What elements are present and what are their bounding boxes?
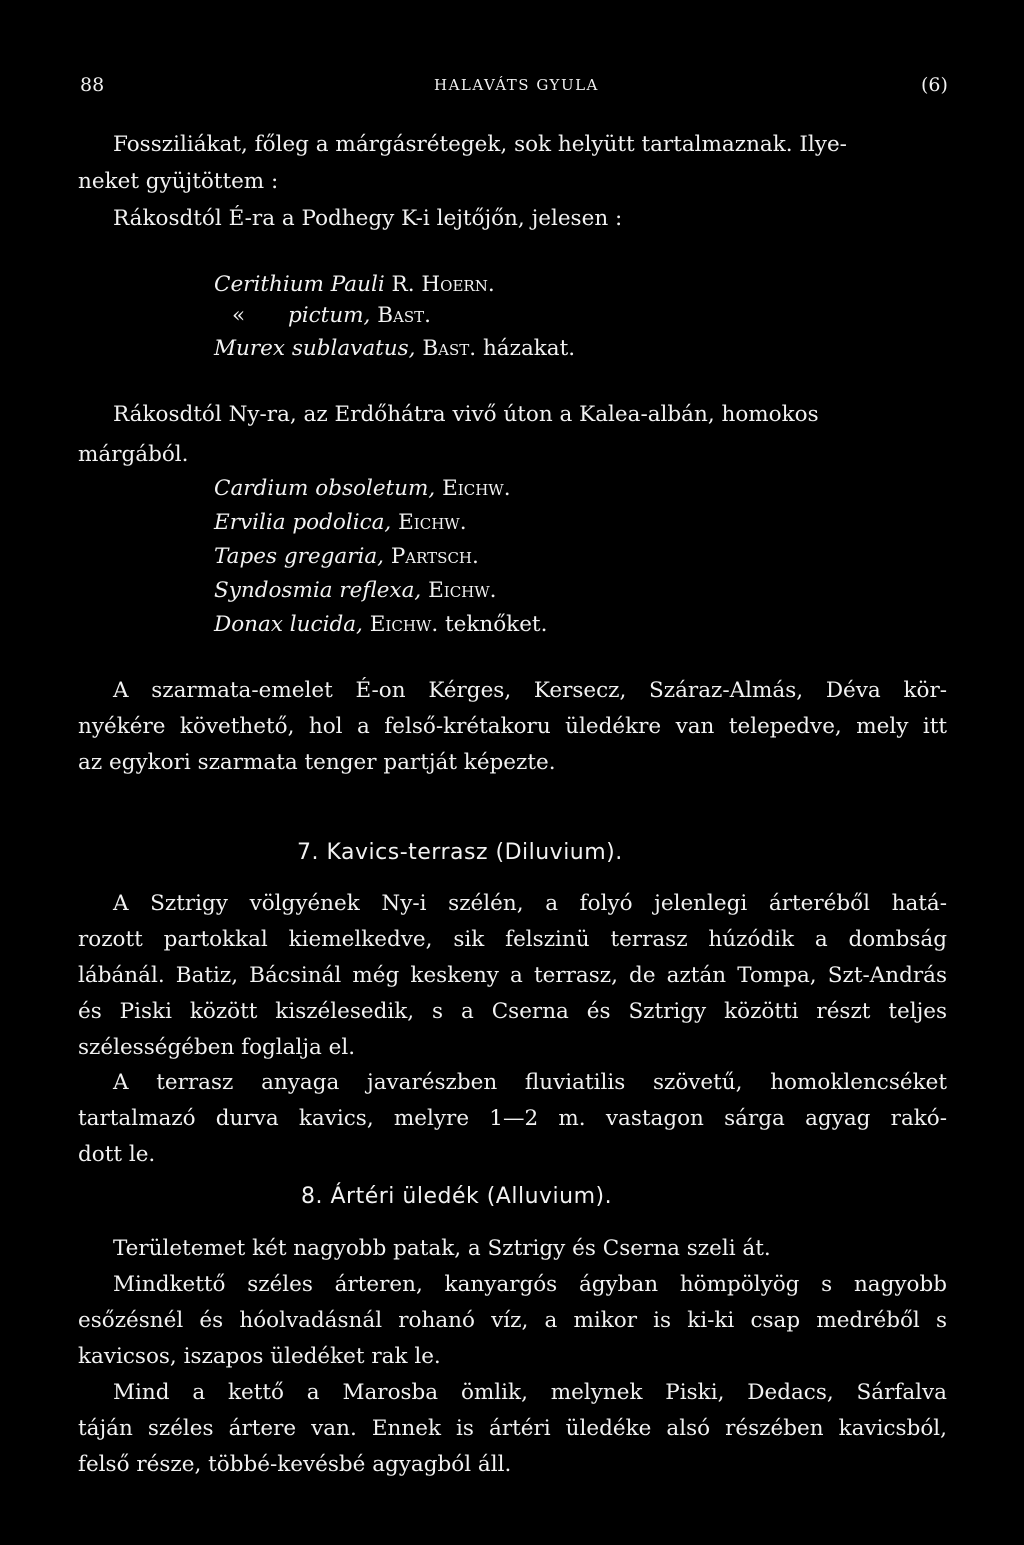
species: pictum, [288,303,371,328]
section-7-heading: 7. Kavics-terrasz (Diluvium). [297,840,623,865]
taxon: Ervilia podolica, [214,510,392,535]
section-8-line: esőzésnél és hóolvadásnál rohanó víz, a mikor is ki-ki csap medréből s [78,1308,947,1333]
running-head-part: (6) [921,74,948,96]
running-head-author: HALAVÁTS GYULA [434,76,599,94]
section-8-line: kavicsos, iszapos üledéket rak le. [78,1344,441,1369]
author: Bast. [422,336,477,361]
author: Eichw. [428,578,497,603]
species-entry [214,542,479,572]
genus: Murex [214,336,285,361]
author: Partsch. [390,544,479,569]
section-7-line: dott le. [78,1142,156,1167]
para2-line2: márgából. [78,442,189,467]
para3-line2: nyékére követhető, hol a felső-krétakoru üledékre van telepedve, mely itt [78,714,947,739]
section-7-line: és Piski között kiszélesedik, s a Cserna és Sztrigy közötti részt teljes [78,999,947,1024]
author: Eichw. [442,476,511,501]
species: sublavatus, [291,336,416,361]
genus: Cerithium [214,272,324,297]
section-8-line: felső része, többé-kevésbé agyagból áll. [78,1452,512,1477]
section-8-heading: 8. Ártéri üledék (Alluvium). [301,1184,613,1209]
species-entry [214,610,547,640]
author: Eichw. [398,510,467,535]
taxon: Tapes gregaria, [214,544,384,569]
section-8-line: Mind a kettő a Marosba ömlik, melynek Piski, Dedacs, Sárfalva [113,1380,947,1405]
section-7-line: rozott partokkal kiemelkedve, sik felszinü terrasz húzódik a dombság [78,927,947,952]
species-entry [214,474,511,504]
section-8-line: Területemet két nagyobb patak, a Sztrigy és Cserna szeli át. [113,1236,771,1261]
note: teknőket. [445,612,548,637]
species-entry [214,576,497,606]
page-number: 88 [80,74,105,96]
para3-line3: az egykori szarmata tenger partját képezte. [78,750,556,775]
para3-line1: A szarmata-emelet É-on Kérges, Kersecz, Száraz-Almás, Déva kör- [113,678,947,703]
species-entry [232,301,431,331]
note: házakat. [482,336,576,361]
species-entry [214,508,467,538]
section-7-line: tartalmazó durva kavics, melyre 1—2 m. vastagon sárga agyag rakó- [78,1106,947,1131]
para1-line3: Rákosdtól É-ra a Podhegy K-i lejtőjőn, jelesen : [113,206,623,231]
author: R. Hoern. [391,272,495,297]
taxon: Syndosmia reflexa, [214,578,422,603]
taxon: Donax lucida, [214,612,363,637]
section-7-line: A Sztrigy völgyének Ny-i szélén, a folyó jelenlegi árteréből hatá- [113,891,947,916]
species: Pauli [330,272,385,297]
para2-line1: Rákosdtól Ny-ra, az Erdőhátra vivő úton a Kalea-albán, homokos [113,402,819,427]
para1-line2: neket gyüjtöttem : [78,169,279,194]
section-8-line: táján széles ártere van. Ennek is ártéri üledéke alsó részében kavicsból, [78,1416,947,1441]
section-8-line: Mindkettő széles árteren, kanyargós ágyban hömpölyög s nagyobb [113,1272,947,1297]
section-7-line: lábánál. Batiz, Bácsinál még keskeny a terrasz, de aztán Tompa, Szt-András [78,963,947,988]
section-7-line: A terrasz anyaga javarészben fluviatilis szövetű, homoklencséket [113,1070,947,1095]
author: Eichw. [369,612,439,637]
taxon: Cardium obsoletum, [214,476,436,501]
author: Bast. [377,303,431,328]
ditto-mark: « [232,303,246,328]
para1-line1: Fossziliákat, főleg a márgásrétegek, sok helyütt tartalmaznak. Ilye- [113,132,847,157]
species-entry [214,334,575,364]
species-entry [214,270,495,300]
section-7-line: szélességében foglalja el. [78,1035,356,1060]
